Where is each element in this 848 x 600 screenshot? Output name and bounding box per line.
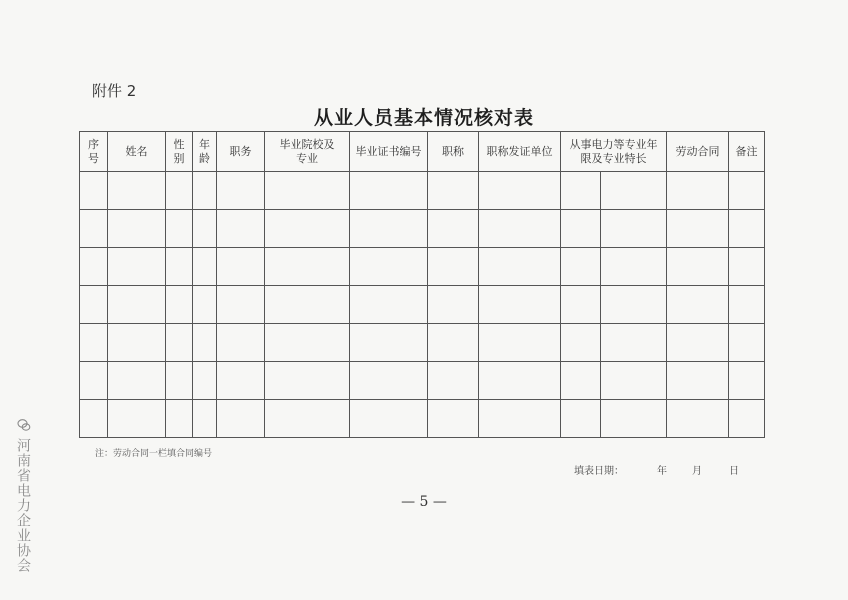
wechat-logo-icon bbox=[17, 418, 31, 432]
table-cell[interactable] bbox=[729, 210, 765, 248]
table-cell[interactable] bbox=[561, 286, 601, 324]
table-cell[interactable] bbox=[166, 286, 193, 324]
table-cell[interactable] bbox=[667, 286, 729, 324]
table-cell[interactable] bbox=[166, 172, 193, 210]
fill-date-day: 日 bbox=[729, 466, 739, 477]
table-header-cell: 毕业院校及 专业 bbox=[265, 132, 350, 172]
watermark bbox=[14, 418, 34, 573]
table-cell[interactable] bbox=[350, 324, 428, 362]
table-cell[interactable] bbox=[667, 248, 729, 286]
table-cell[interactable] bbox=[667, 210, 729, 248]
table-cell[interactable] bbox=[166, 210, 193, 248]
table-cell[interactable] bbox=[265, 362, 350, 400]
fill-date-label: 填表日期： bbox=[574, 466, 624, 477]
table-header-cell: 备注 bbox=[729, 132, 765, 172]
table-header-cell: 年 龄 bbox=[193, 132, 217, 172]
table-row bbox=[80, 324, 765, 362]
table-cell[interactable] bbox=[217, 248, 265, 286]
table-header-cell: 姓名 bbox=[108, 132, 166, 172]
table-cell[interactable] bbox=[265, 400, 350, 438]
table-cell[interactable] bbox=[729, 324, 765, 362]
table-header-cell: 毕业证书编号 bbox=[350, 132, 428, 172]
table-cell[interactable] bbox=[601, 248, 667, 286]
fill-date-year: 年 bbox=[657, 466, 667, 477]
table-cell[interactable] bbox=[428, 210, 479, 248]
table-header-cell: 劳动合同 bbox=[667, 132, 729, 172]
table-cell[interactable] bbox=[80, 286, 108, 324]
table-cell[interactable] bbox=[193, 362, 217, 400]
table-cell[interactable] bbox=[428, 286, 479, 324]
table-cell[interactable] bbox=[601, 362, 667, 400]
table-cell[interactable] bbox=[561, 362, 601, 400]
table-cell[interactable] bbox=[479, 286, 561, 324]
table-cell[interactable] bbox=[428, 362, 479, 400]
table-cell[interactable] bbox=[561, 210, 601, 248]
attachment-label: 附件 2 bbox=[92, 82, 137, 100]
table-cell[interactable] bbox=[265, 172, 350, 210]
table-cell[interactable] bbox=[80, 324, 108, 362]
table-cell[interactable] bbox=[350, 248, 428, 286]
table-cell[interactable] bbox=[108, 324, 166, 362]
table-cell[interactable] bbox=[166, 324, 193, 362]
table-cell[interactable] bbox=[193, 286, 217, 324]
table-cell[interactable] bbox=[729, 286, 765, 324]
table-cell[interactable] bbox=[193, 324, 217, 362]
table-cell[interactable] bbox=[166, 248, 193, 286]
table-cell[interactable] bbox=[601, 400, 667, 438]
watermark-text: 河南省电力企业协会 bbox=[15, 438, 31, 573]
table-cell[interactable] bbox=[217, 286, 265, 324]
table-cell[interactable] bbox=[428, 248, 479, 286]
table-cell[interactable] bbox=[265, 286, 350, 324]
form-title: 从业人员基本情况核对表 bbox=[313, 107, 534, 129]
table-row bbox=[80, 286, 765, 324]
table-cell[interactable] bbox=[428, 324, 479, 362]
table-cell[interactable] bbox=[667, 172, 729, 210]
table-cell[interactable] bbox=[217, 400, 265, 438]
table-row bbox=[80, 362, 765, 400]
table-cell[interactable] bbox=[601, 172, 667, 210]
table-cell[interactable] bbox=[217, 172, 265, 210]
table-cell[interactable] bbox=[265, 210, 350, 248]
table-cell[interactable] bbox=[667, 324, 729, 362]
table-header-cell: 职称发证单位 bbox=[479, 132, 561, 172]
table-header-cell: 序 号 bbox=[80, 132, 108, 172]
table-row bbox=[80, 248, 765, 286]
table-cell[interactable] bbox=[217, 210, 265, 248]
table-header-cell: 从事电力等专业年 限及专业特长 bbox=[561, 132, 667, 172]
table-cell[interactable] bbox=[108, 248, 166, 286]
table-cell[interactable] bbox=[166, 400, 193, 438]
table-cell[interactable] bbox=[80, 210, 108, 248]
table-cell[interactable] bbox=[479, 172, 561, 210]
table-cell[interactable] bbox=[108, 286, 166, 324]
table-row bbox=[80, 210, 765, 248]
table-cell[interactable] bbox=[729, 400, 765, 438]
table-cell[interactable] bbox=[80, 362, 108, 400]
table-cell[interactable] bbox=[729, 172, 765, 210]
table-cell[interactable] bbox=[108, 400, 166, 438]
table-cell[interactable] bbox=[561, 172, 601, 210]
table-row bbox=[80, 400, 765, 438]
table-cell[interactable] bbox=[561, 324, 601, 362]
table-cell[interactable] bbox=[108, 210, 166, 248]
table-cell[interactable] bbox=[80, 248, 108, 286]
table-cell[interactable] bbox=[265, 248, 350, 286]
table-cell[interactable] bbox=[667, 400, 729, 438]
table-cell[interactable] bbox=[601, 324, 667, 362]
footnote: 注：劳动合同一栏填合同编号 bbox=[95, 449, 213, 459]
table-cell[interactable] bbox=[350, 172, 428, 210]
table-cell[interactable] bbox=[479, 248, 561, 286]
table-cell[interactable] bbox=[166, 362, 193, 400]
table-cell[interactable] bbox=[561, 248, 601, 286]
table-cell[interactable] bbox=[80, 172, 108, 210]
table-cell[interactable] bbox=[193, 248, 217, 286]
table-cell[interactable] bbox=[479, 362, 561, 400]
table-cell[interactable] bbox=[479, 210, 561, 248]
table-cell[interactable] bbox=[193, 400, 217, 438]
table-cell[interactable] bbox=[193, 172, 217, 210]
table-cell[interactable] bbox=[193, 210, 217, 248]
table-row bbox=[80, 172, 765, 210]
table-cell[interactable] bbox=[265, 324, 350, 362]
table-header-cell: 职称 bbox=[428, 132, 479, 172]
table-cell[interactable] bbox=[350, 362, 428, 400]
table-cell[interactable] bbox=[561, 400, 601, 438]
verification-table bbox=[79, 131, 765, 438]
table-cell[interactable] bbox=[108, 172, 166, 210]
table-cell[interactable] bbox=[108, 362, 166, 400]
table-cell[interactable] bbox=[479, 324, 561, 362]
table-cell[interactable] bbox=[217, 324, 265, 362]
table-cell[interactable] bbox=[428, 400, 479, 438]
table-header-row bbox=[80, 132, 765, 172]
table-header-cell: 性 别 bbox=[166, 132, 193, 172]
table-cell[interactable] bbox=[428, 172, 479, 210]
table-cell[interactable] bbox=[667, 362, 729, 400]
table-cell[interactable] bbox=[729, 362, 765, 400]
table-cell[interactable] bbox=[350, 286, 428, 324]
table-cell[interactable] bbox=[601, 286, 667, 324]
page-number: — 5 — bbox=[401, 494, 447, 510]
table-cell[interactable] bbox=[217, 362, 265, 400]
table-cell[interactable] bbox=[80, 400, 108, 438]
table-cell[interactable] bbox=[601, 210, 667, 248]
table-cell[interactable] bbox=[350, 210, 428, 248]
table-cell[interactable] bbox=[729, 248, 765, 286]
table-header-cell: 职务 bbox=[217, 132, 265, 172]
table-cell[interactable] bbox=[479, 400, 561, 438]
table-cell[interactable] bbox=[350, 400, 428, 438]
fill-date-month: 月 bbox=[692, 466, 702, 477]
